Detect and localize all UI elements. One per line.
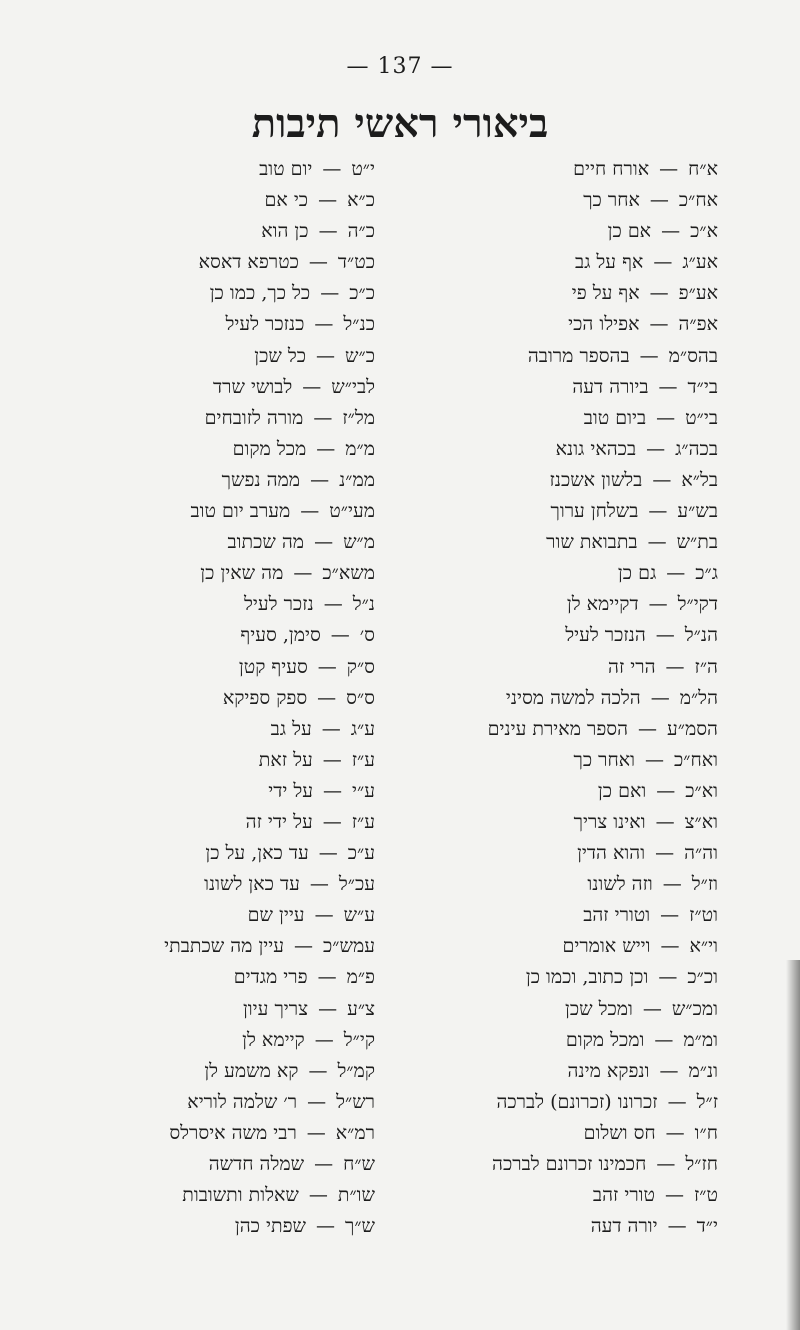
expansion: וייש אומרים (562, 935, 651, 958)
abbreviation: פ״מ (346, 966, 375, 989)
expansion: ונפקא מינה (567, 1059, 650, 1082)
abbreviation-row (418, 589, 718, 620)
expansion: והוא הדין (577, 842, 646, 865)
expansion: כי אם (264, 189, 309, 212)
abbreviation-row (418, 527, 718, 558)
abbreviation-row (418, 620, 718, 651)
abbreviation-row (418, 869, 718, 900)
abbreviation-row (85, 527, 375, 558)
page-number: — 137 — (346, 54, 454, 79)
separator-dash: — (321, 717, 341, 740)
expansion: זכרונו (זכרונם) לברכה (496, 1090, 658, 1113)
abbreviation-row (85, 994, 375, 1025)
expansion: עד כאן, על כן (205, 842, 309, 865)
abbreviation: כ״כ (349, 282, 375, 305)
abbreviation: עכ״ל (338, 873, 375, 896)
expansion: כנזכר לעיל (225, 313, 305, 336)
abbreviation: משא״כ (322, 562, 375, 585)
expansion: מה שכתוב (227, 531, 305, 554)
separator-dash: — (309, 873, 329, 896)
separator-dash: — (649, 189, 669, 212)
abbreviation: נ״ל (352, 593, 375, 616)
separator-dash: — (660, 935, 680, 958)
expansion: אפילו הכי (568, 313, 640, 336)
abbreviation-row (85, 807, 375, 838)
expansion: עיין שם (247, 904, 305, 927)
separator-dash: — (648, 500, 668, 523)
abbreviation-row (418, 652, 718, 683)
abbreviation-row (85, 931, 375, 962)
expansion: גם כן (617, 562, 657, 585)
abbreviation-row (418, 403, 718, 434)
expansion: חס ושלום (583, 1121, 656, 1144)
abbreviation-row (418, 341, 718, 372)
abbreviation-row (85, 1087, 375, 1118)
abbreviation: וא״כ (685, 779, 718, 802)
expansion: יום טוב (259, 158, 313, 180)
expansion: ספק ספיקא (222, 686, 308, 709)
expansion: ואם כן (597, 779, 647, 802)
separator-dash: — (639, 344, 659, 367)
expansion: דקיימא לן (566, 593, 639, 616)
abbreviation-row (85, 838, 375, 869)
separator-dash: — (655, 842, 675, 865)
expansion: הלכה למשה מסיני (505, 686, 641, 709)
expansion: מערב יום טוב (190, 500, 291, 523)
abbreviation-row (418, 185, 718, 216)
abbreviation: י״ט (351, 158, 375, 180)
separator-dash: — (638, 717, 658, 740)
abbreviation: בל״א (681, 468, 718, 491)
abbreviation-row (85, 1118, 375, 1149)
separator-dash: — (655, 810, 675, 833)
abbreviation-row (85, 247, 375, 278)
abbreviation: א״ח (688, 158, 718, 180)
abbreviation-row (418, 683, 718, 714)
abbreviation: וה״ה (684, 842, 718, 865)
separator-dash: — (323, 593, 343, 616)
abbreviation: מ״ש (343, 531, 375, 554)
abbreviation-row (418, 278, 718, 309)
expansion: אם כן (607, 220, 652, 243)
abbreviation: וז״ל (691, 873, 718, 896)
separator-dash: — (642, 997, 662, 1020)
abbreviation: ע״ש (343, 904, 375, 927)
abbreviation-row (85, 341, 375, 372)
separator-dash: — (647, 531, 667, 554)
abbreviation: בש״ע (677, 500, 718, 523)
abbreviation-row (418, 247, 718, 278)
expansion: בשלחן ערוך (550, 500, 639, 523)
expansion: ר׳ שלמה לוריא (187, 1090, 298, 1113)
separator-dash: — (302, 375, 322, 398)
separator-dash: — (316, 437, 336, 460)
abbreviation-row (85, 1056, 375, 1087)
abbreviation: בכה״ג (675, 437, 718, 460)
abbreviation: ז״ל (696, 1090, 718, 1113)
abbreviation: כט״ד (337, 251, 375, 274)
separator-dash: — (658, 375, 678, 398)
expansion: חכמינו זכרונם לברכה (492, 1153, 647, 1175)
separator-dash: — (667, 1090, 687, 1113)
abbreviation: רמ״א (335, 1121, 375, 1144)
abbreviation: ס״ק (346, 655, 375, 678)
abbreviation: כ״ש (345, 344, 375, 367)
abbreviation-row (85, 745, 375, 776)
abbreviation-row (418, 994, 718, 1025)
expansion: עד כאן לשונו (204, 873, 300, 896)
abbreviation-row (85, 278, 375, 309)
expansion: ביום טוב (583, 406, 647, 429)
separator-dash: — (649, 313, 669, 336)
expansion: וזה לשונו (587, 873, 653, 896)
expansion: הנזכר לעיל (565, 624, 646, 647)
expansion: סימן, סעיף (240, 624, 321, 647)
abbreviation: עמש״כ (323, 935, 375, 958)
abbreviation: ג״כ (695, 562, 718, 585)
abbreviation: וט״ז (689, 904, 718, 927)
separator-dash: — (650, 686, 670, 709)
abbreviation: צ״ע (347, 997, 375, 1020)
abbreviation: ט״ז (694, 1184, 718, 1207)
abbreviation-row (85, 434, 375, 465)
abbreviation-row (85, 403, 375, 434)
abbreviation-row (85, 185, 375, 216)
abbreviation-row (85, 1211, 375, 1242)
abbreviation-row (85, 714, 375, 745)
expansion: אף על גב (574, 251, 644, 274)
abbreviation-row (418, 931, 718, 962)
abbreviation: וי״א (689, 935, 718, 958)
abbreviation: הנ״ל (684, 624, 718, 647)
abbreviation: אע״פ (678, 282, 718, 305)
expansion: שפתי כהן (234, 1215, 306, 1238)
abbreviation: בי״ט (685, 406, 718, 429)
abbreviation-row (418, 465, 718, 496)
abbreviation: רש״ל (336, 1090, 375, 1113)
abbreviation: י״ד (696, 1215, 718, 1238)
abbreviation-row (418, 1087, 718, 1118)
abbreviation: אפ״ה (678, 313, 718, 336)
expansion: ואחר כך (573, 748, 635, 771)
abbreviation-row (418, 154, 718, 185)
abbreviation: קי״ל (343, 1028, 375, 1051)
separator-dash: — (316, 344, 336, 367)
abbreviation-row (85, 620, 375, 651)
expansion: קא משמע לן (204, 1059, 299, 1082)
abbreviation: מ״מ (345, 437, 375, 460)
abbreviation: ש״ח (343, 1153, 375, 1175)
abbreviation: כ״ה (347, 220, 375, 243)
abbreviation: ואח״כ (673, 748, 718, 771)
expansion: על ידי (268, 779, 314, 802)
separator-dash: — (660, 904, 680, 927)
separator-dash: — (318, 997, 338, 1020)
abbreviation: ע״ז (351, 810, 375, 833)
expansion: רבי משה איסרלס (169, 1121, 297, 1144)
expansion: כל כך, כמו כן (209, 282, 311, 305)
expansion: נזכר לעיל (244, 593, 314, 616)
abbreviation-row (85, 496, 375, 527)
separator-dash: — (654, 1028, 674, 1051)
expansion: ביורה דעה (572, 375, 649, 398)
separator-dash: — (294, 935, 314, 958)
expansion: הספר מאירת עינים (487, 717, 629, 740)
expansion: מה שאין כן (200, 562, 284, 585)
separator-dash: — (300, 500, 320, 523)
expansion: סעיף קטן (238, 655, 308, 678)
expansion: בכהאי גונא (555, 437, 637, 460)
right-abbreviation-column (418, 154, 718, 1242)
expansion: אורח חיים (573, 158, 650, 180)
abbreviation-row (418, 1180, 718, 1211)
expansion: עיין מה שכתבתי (164, 935, 285, 958)
separator-dash: — (317, 655, 337, 678)
separator-dash: — (649, 282, 669, 305)
abbreviation-row (418, 1025, 718, 1056)
abbreviation: הל״מ (679, 686, 718, 709)
abbreviation: מל״ז (342, 406, 375, 429)
separator-dash: — (308, 251, 328, 274)
abbreviation-row (418, 1149, 718, 1180)
abbreviation-row (418, 496, 718, 527)
abbreviation-row (418, 745, 718, 776)
separator-dash: — (317, 686, 337, 709)
abbreviation-row (418, 434, 718, 465)
left-abbreviation-column (85, 154, 375, 1242)
abbreviation-row (418, 900, 718, 931)
expansion: ומכל שכן (564, 997, 633, 1020)
abbreviation-row (85, 683, 375, 714)
abbreviation: שו״ת (337, 1184, 375, 1207)
separator-dash: — (318, 842, 338, 865)
abbreviation: ומ״מ (683, 1028, 718, 1051)
abbreviation: דקי״ל (677, 593, 718, 616)
separator-dash: — (314, 1028, 334, 1051)
abbreviation: בי״ד (687, 375, 718, 398)
abbreviation-row (85, 1025, 375, 1056)
expansion: אף על פי (571, 282, 640, 305)
separator-dash: — (661, 220, 681, 243)
separator-dash: — (320, 282, 340, 305)
abbreviation-row (85, 372, 375, 403)
abbreviation: מעי״ט (329, 500, 375, 523)
separator-dash: — (656, 406, 676, 429)
abbreviation-row (418, 714, 718, 745)
expansion: ומכל מקום (565, 1028, 645, 1051)
abbreviation: ח״ו (694, 1121, 718, 1144)
abbreviation-row (418, 216, 718, 247)
separator-dash: — (648, 593, 668, 616)
abbreviation-row (85, 900, 375, 931)
separator-dash: — (314, 313, 334, 336)
abbreviation: ומכ״ש (671, 997, 718, 1020)
abbreviation: אח״כ (678, 189, 718, 212)
expansion: וטורי זהב (583, 904, 651, 927)
abbreviation: חז״ל (685, 1153, 718, 1175)
abbreviation: ונ״מ (688, 1059, 718, 1082)
expansion: כן הוא (261, 220, 309, 243)
abbreviation-row (418, 776, 718, 807)
abbreviation-row (418, 1211, 718, 1242)
abbreviation-row (85, 309, 375, 340)
separator-dash: — (666, 562, 686, 585)
separator-dash: — (318, 189, 338, 212)
separator-dash: — (306, 1121, 326, 1144)
expansion: מורה לזובחים (204, 406, 304, 429)
expansion: מכל מקום (232, 437, 307, 460)
abbreviation-row (85, 558, 375, 589)
abbreviation-row (418, 309, 718, 340)
abbreviation-row (418, 1056, 718, 1087)
separator-dash: — (314, 531, 334, 554)
abbreviation: כנ״ל (343, 313, 375, 336)
abbreviation-row (85, 1180, 375, 1211)
separator-dash: — (330, 624, 350, 647)
abbreviation-row (85, 589, 375, 620)
expansion: לבושי שרד (212, 375, 293, 398)
expansion: בתבואת שור (546, 531, 638, 554)
abbreviation: בהס״מ (668, 344, 718, 367)
abbreviation: בת״ש (676, 531, 718, 554)
abbreviation: ע״כ (347, 842, 375, 865)
abbreviation-row (85, 154, 375, 185)
expansion: צריך עיון (242, 997, 309, 1020)
expansion: בהספר מרובה (527, 344, 630, 367)
separator-dash: — (655, 624, 675, 647)
separator-dash: — (310, 468, 330, 491)
page-title: ביאורי ראשי תיבות (251, 100, 549, 147)
separator-dash: — (665, 1184, 684, 1207)
separator-dash: — (644, 748, 664, 771)
separator-dash: — (315, 1215, 335, 1238)
abbreviation-row (85, 1149, 375, 1180)
abbreviation-row (418, 807, 718, 838)
separator-dash: — (667, 1215, 687, 1238)
abbreviation-row (85, 465, 375, 496)
abbreviation-row (85, 216, 375, 247)
expansion: שאלות ותשובות (182, 1184, 299, 1207)
abbreviation: א״כ (690, 220, 718, 243)
separator-dash: — (659, 158, 679, 180)
expansion: הרי זה (608, 655, 656, 678)
page-edge-shadow (786, 960, 800, 1330)
expansion: על זאת (258, 748, 313, 771)
expansion: אחר כך (583, 189, 640, 212)
expansion: קיימא לן (242, 1028, 305, 1051)
abbreviation: הסמ״ע (667, 717, 718, 740)
separator-dash: — (656, 1153, 676, 1175)
separator-dash: — (308, 1184, 328, 1207)
separator-dash: — (322, 810, 342, 833)
separator-dash: — (293, 562, 313, 585)
separator-dash: — (665, 655, 685, 678)
abbreviation: ממ״נ (339, 468, 375, 491)
separator-dash: — (322, 748, 342, 771)
abbreviation: ס׳ (359, 624, 375, 647)
abbreviation-row (418, 1118, 718, 1149)
separator-dash: — (656, 779, 676, 802)
abbreviation: קמ״ל (337, 1059, 375, 1082)
abbreviation: ס״ס (346, 686, 375, 709)
separator-dash: — (653, 251, 673, 274)
abbreviation: אע״ג (682, 251, 718, 274)
separator-dash: — (317, 966, 337, 989)
abbreviation: וא״צ (684, 810, 718, 833)
abbreviation-row (418, 962, 718, 993)
abbreviation-row (85, 776, 375, 807)
expansion: על ידי זה (245, 810, 313, 833)
separator-dash: — (659, 1059, 679, 1082)
abbreviation: לבי״ש (331, 375, 375, 398)
abbreviation-row (85, 652, 375, 683)
separator-dash: — (652, 468, 672, 491)
separator-dash: — (313, 406, 333, 429)
expansion: שמלה חדשה (208, 1153, 305, 1175)
expansion: וכן כתוב, וכמו כן (525, 966, 649, 989)
expansion: כל שכן (254, 344, 307, 367)
separator-dash: — (308, 1059, 328, 1082)
abbreviation-row (85, 962, 375, 993)
abbreviation: ע״ג (350, 717, 375, 740)
abbreviation: וכ״כ (687, 966, 718, 989)
separator-dash: — (665, 1121, 685, 1144)
expansion: טורי זהב (592, 1184, 655, 1207)
expansion: על גב (270, 717, 312, 740)
abbreviation: ש״ך (344, 1215, 375, 1238)
expansion: ואינו צריך (573, 810, 646, 833)
abbreviation-row (418, 558, 718, 589)
separator-dash: — (646, 437, 666, 460)
expansion: כטרפא דאסא (198, 251, 299, 274)
abbreviation-row (85, 869, 375, 900)
expansion: פרי מגדים (233, 966, 308, 989)
abbreviation-row (418, 372, 718, 403)
separator-dash: — (314, 1153, 334, 1175)
expansion: ממה נפשך (221, 468, 301, 491)
separator-dash: — (323, 779, 343, 802)
separator-dash: — (314, 904, 334, 927)
abbreviation-row (418, 838, 718, 869)
separator-dash: — (662, 873, 682, 896)
abbreviation: ע״ז (351, 748, 375, 771)
expansion: יורה דעה (590, 1215, 658, 1238)
separator-dash: — (318, 220, 338, 243)
separator-dash: — (658, 966, 678, 989)
separator-dash: — (322, 158, 342, 180)
abbreviation: כ״א (347, 189, 375, 212)
separator-dash: — (307, 1090, 327, 1113)
abbreviation: ע״י (352, 779, 375, 802)
abbreviation: ה״ז (694, 655, 718, 678)
expansion: בלשון אשכנז (549, 468, 643, 491)
